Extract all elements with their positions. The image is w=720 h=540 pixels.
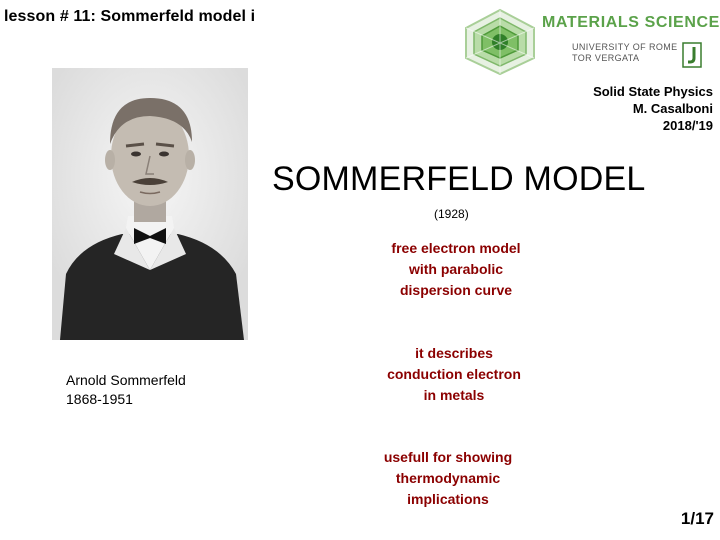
course-author: M. Casalboni xyxy=(632,101,713,116)
bullet-line: in metals xyxy=(423,387,485,403)
model-year: (1928) xyxy=(434,207,469,221)
university-emblem-icon xyxy=(682,42,702,68)
materials-science-logo xyxy=(462,8,720,76)
lesson-title: lesson # 11: Sommerfeld model i xyxy=(4,8,256,25)
bullet-line: usefull for showing xyxy=(383,449,513,465)
caption-name: Arnold Sommerfeld xyxy=(66,372,186,388)
bullet-point-2 xyxy=(366,343,542,406)
main-title: SOMMERFELD MODEL xyxy=(272,160,646,198)
bullet-line: conduction electron xyxy=(387,366,521,382)
course-info xyxy=(593,83,713,134)
portrait-caption xyxy=(66,371,186,409)
course-name: Solid State Physics xyxy=(593,84,713,99)
bullet-point-3 xyxy=(356,447,540,510)
logo-title: MATERIALS SCIENCE xyxy=(542,14,720,31)
logo-university-line2: TOR VERGATA xyxy=(572,53,640,63)
portrait-image xyxy=(52,68,248,340)
hexagon-logo-icon xyxy=(462,8,538,76)
bullet-line: with parabolic xyxy=(408,261,504,277)
bullet-line: dispersion curve xyxy=(399,282,513,298)
course-year: 2018/'19 xyxy=(662,118,713,133)
caption-years: 1868-1951 xyxy=(66,391,133,407)
bullet-point-1 xyxy=(368,238,544,301)
bullet-line: thermodynamic xyxy=(395,470,501,486)
page-number: 1/17 xyxy=(680,509,714,528)
logo-university-line1: UNIVERSITY OF ROME xyxy=(572,42,678,52)
portrait-photo xyxy=(52,68,248,340)
bullet-line: it describes xyxy=(415,345,493,361)
logo-university xyxy=(572,42,678,64)
bullet-line: free electron model xyxy=(391,240,521,256)
bullet-line: implications xyxy=(407,491,489,507)
